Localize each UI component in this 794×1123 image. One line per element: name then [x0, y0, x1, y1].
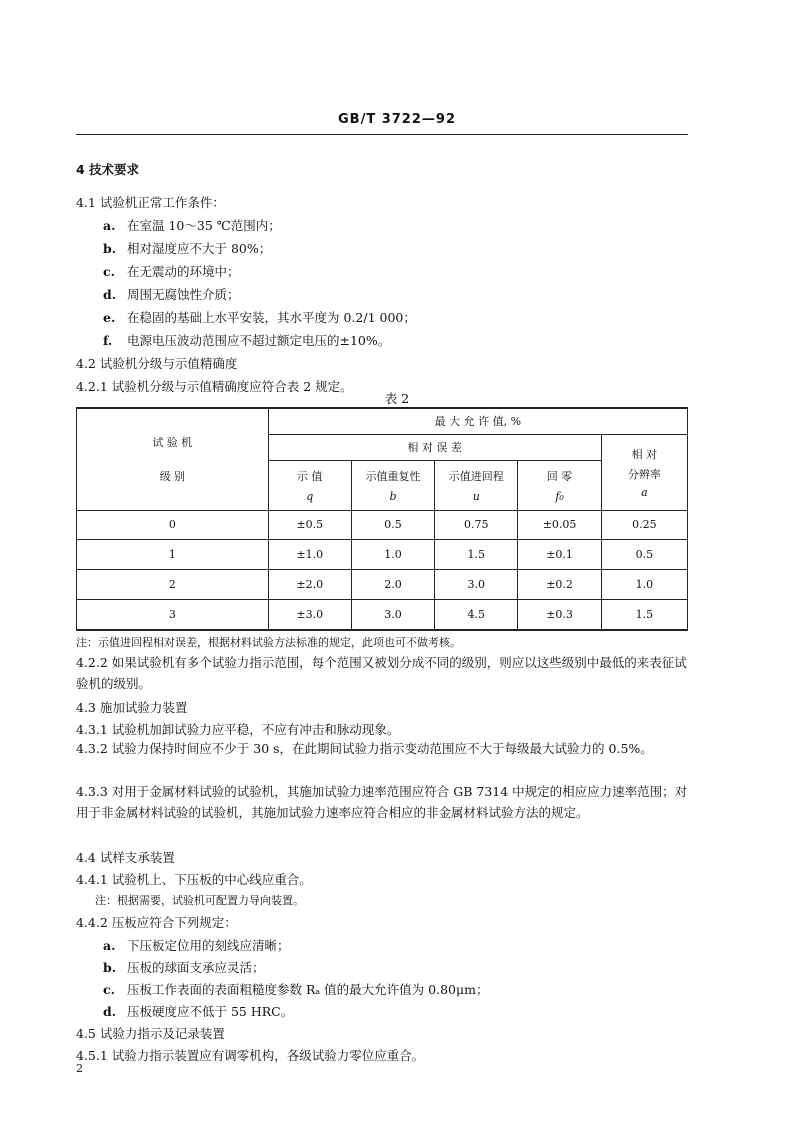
page-number: 2 — [76, 1062, 83, 1075]
table-cell: 1.5 — [601, 599, 687, 630]
header-rule — [76, 134, 688, 135]
table-cell: 0.5 — [351, 510, 434, 539]
list-item — [103, 239, 271, 257]
list-item — [103, 285, 240, 303]
item-text: 周围无腐蚀性介质； — [127, 287, 240, 302]
list-item — [103, 331, 390, 349]
list-item — [103, 1002, 293, 1020]
table-row — [77, 599, 688, 630]
header-sub — [518, 460, 601, 510]
header-machine-grade — [77, 408, 269, 510]
list-item — [103, 262, 240, 280]
item-label: b. — [103, 241, 117, 256]
table-cell: ±3.0 — [268, 599, 351, 630]
clause-4-4-1: 4.4.1 试验机上、下压板的中心线应重合。 — [76, 872, 312, 887]
item-text: 电源电压波动范围应不超过额定电压的±10%。 — [127, 333, 391, 348]
item-label: d. — [103, 287, 117, 302]
list-item — [103, 958, 265, 976]
header-resolution-symbol: a — [641, 485, 648, 499]
document-header: GB/T 3722—92 — [338, 112, 456, 127]
table-cell: ±2.0 — [268, 569, 351, 599]
table-cell: 4.5 — [435, 599, 518, 630]
header-sub-symbol: q — [306, 489, 314, 503]
table-note: 注：示值进回程相对误差，根据材料试验方法标准的规定，此项也可不做考核。 — [76, 636, 461, 649]
header-grade: 级 别 — [159, 470, 186, 484]
clause-4-3-1: 4.3.1 试验机加卸试验力应平稳，不应有冲击和脉动现象。 — [76, 722, 400, 737]
item-text: 相对湿度应不大于 80%； — [127, 241, 272, 256]
table-cell: ±0.05 — [518, 510, 601, 539]
clause-4-1-title: 4.1 试验机正常工作条件： — [76, 195, 225, 210]
header-sub — [435, 460, 518, 510]
table-cell: 1.0 — [351, 539, 434, 569]
section-4-title: 4 技术要求 — [76, 162, 140, 177]
header-resolution-line2: 分辨率 — [627, 467, 661, 481]
table-cell: 3 — [77, 599, 269, 630]
table-cell: ±0.5 — [268, 510, 351, 539]
item-text: 在室温 10～35 ℃范围内； — [127, 218, 281, 233]
item-text: 压板工作表面的表面粗糙度参数 Rₐ 值的最大允许值为 0.80μm； — [127, 982, 489, 997]
table-2 — [76, 407, 688, 631]
table-cell: 3.0 — [351, 599, 434, 630]
item-label: e. — [103, 310, 116, 325]
clause-4-4-2-title: 4.4.2 压板应符合下列规定： — [76, 915, 237, 930]
list-item — [103, 936, 290, 954]
table-cell: ±0.3 — [518, 599, 601, 630]
table-cell: 0 — [77, 510, 269, 539]
table-cell: ±0.1 — [518, 539, 601, 569]
header-resolution-line1: 相 对 — [631, 447, 658, 461]
clause-4-5-1: 4.5.1 试验力指示装置应有调零机构，各级试验力零位应重合。 — [76, 1048, 425, 1063]
table-caption: 表 2 — [384, 391, 410, 406]
list-item — [103, 980, 488, 998]
item-label: b. — [103, 960, 117, 975]
item-label: a. — [103, 218, 116, 233]
table-cell: 1.5 — [435, 539, 518, 569]
header-resolution — [601, 434, 687, 510]
table-row — [77, 539, 688, 569]
clause-4-4-title: 4.4 试样支承装置 — [76, 850, 175, 865]
clause-4-3-title: 4.3 施加试验力装置 — [76, 700, 188, 715]
item-text: 压板硬度应不低于 55 HRC。 — [127, 1004, 294, 1019]
header-sub-symbol: u — [472, 489, 480, 503]
table-cell: 3.0 — [435, 569, 518, 599]
table-cell: 1.0 — [601, 569, 687, 599]
item-text: 压板的球面支承应灵活； — [127, 960, 265, 975]
header-sub-name: 示值重复性 — [365, 469, 421, 483]
header-sub-name: 示值进回程 — [448, 469, 504, 483]
header-sub — [351, 460, 434, 510]
clause-4-4-1-note: 注：根据需要，试验机可配置力导向装置。 — [95, 894, 304, 907]
table-cell: 0.5 — [601, 539, 687, 569]
header-sub-symbol: b — [389, 489, 397, 503]
table-cell: 2 — [77, 569, 269, 599]
table-row — [77, 510, 688, 539]
item-label: f. — [103, 333, 113, 348]
table-cell: 1 — [77, 539, 269, 569]
list-item — [103, 216, 281, 234]
item-text: 在无震动的环境中； — [127, 264, 240, 279]
table-row — [77, 569, 688, 599]
header-sub-name: 示 值 — [297, 469, 323, 483]
item-label: d. — [103, 1004, 117, 1019]
header-machine: 试 验 机 — [152, 436, 193, 450]
list-item — [103, 308, 416, 326]
item-label: a. — [103, 938, 116, 953]
item-text: 下压板定位用的刻线应清晰； — [127, 938, 290, 953]
header-max-allow: 最 大 允 许 值, % — [268, 408, 687, 434]
clause-4-5-title: 4.5 试验力指示及记录装置 — [76, 1026, 225, 1041]
table-cell: ±0.2 — [518, 569, 601, 599]
table-cell: 2.0 — [351, 569, 434, 599]
clause-4-2-2: 4.2.2 如果试验机有多个试验力指示范围，每个范围又被划分成不同的级别，则应以这些级别中最低的来表征试验机的级别。 — [76, 655, 687, 691]
item-label: c. — [103, 982, 115, 997]
clause-4-3-2: 4.3.2 试验力保持时间应不少于 30 s，在此期间试验力指示变动范围应不大于每级最大试验力的 0.5%。 — [76, 741, 653, 756]
item-label: c. — [103, 264, 115, 279]
clause-4-2-1: 4.2.1 试验机分级与示值精确度应符合表 2 规定。 — [76, 379, 353, 394]
table-cell: 0.25 — [601, 510, 687, 539]
item-text: 在稳固的基础上水平安装，其水平度为 0.2/1 000； — [127, 310, 416, 325]
header-sub-name: 回 零 — [546, 469, 573, 483]
header-sub-symbol: f₀ — [555, 489, 564, 503]
table-cell: 0.75 — [435, 510, 518, 539]
clause-4-3-3: 4.3.3 对用于金属材料试验的试验机，其施加试验力速率范围应符合 GB 7314 中规定的相应应力速率范围；对用于非金属材料试验的试验机，其施加试验力速率应符合相应的非金属材料试验方法的规定。 — [76, 784, 688, 820]
table-cell: ±1.0 — [268, 539, 351, 569]
header-sub — [268, 460, 351, 510]
clause-4-2-title: 4.2 试验机分级与示值精确度 — [76, 356, 238, 371]
header-rel-error: 相 对 误 差 — [268, 434, 601, 460]
